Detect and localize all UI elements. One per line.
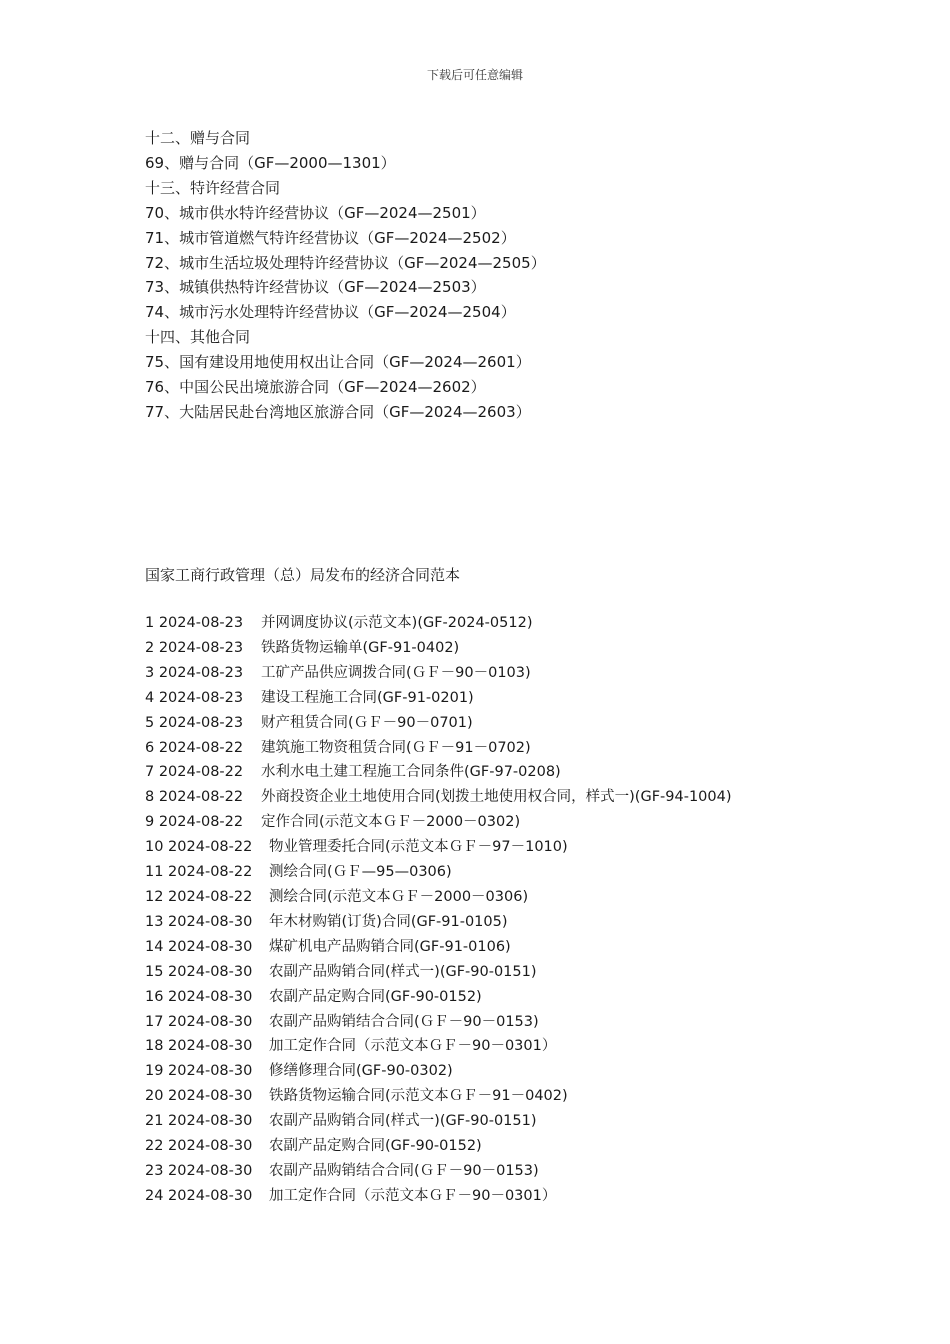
- item-title: 农副产品购销结合合同(ＧＦ－90－0153): [269, 1013, 539, 1030]
- item-index-date: 19 2024-08-30: [145, 1063, 253, 1080]
- list-item: [145, 1184, 732, 1209]
- item-index-date: 4 2024-08-23: [145, 689, 244, 706]
- list-item: [145, 1010, 732, 1035]
- list-item: 77、大陆居民赴台湾地区旅游合同（GF—2024—2603）: [145, 402, 531, 421]
- item-index-date: 5 2024-08-23: [145, 714, 244, 731]
- item-title: 物业管理委托合同(示范文本ＧＦ－97－1010): [269, 839, 568, 856]
- list-item: 72、城市生活垃圾处理特许经营协议（GF—2024—2505）: [145, 253, 546, 272]
- list-item: 71、城市管道燃气特许经营协议（GF—2024—2502）: [145, 228, 516, 247]
- list-item: 69、赠与合同（GF—2000—1301）: [145, 153, 396, 172]
- item-title: 年木材购销(订货)合同(GF-91-0105): [269, 913, 508, 930]
- item-title: 财产租赁合同(ＧＦ－90－0701): [261, 714, 473, 731]
- item-title: 农副产品购销合同(样式一)(GF-90-0151): [269, 963, 537, 980]
- item-index-date: 2 2024-08-23: [145, 639, 244, 656]
- item-title: 农副产品购销合同(样式一)(GF-90-0151): [269, 1113, 537, 1130]
- list-item: [145, 661, 732, 686]
- item-index-date: 10 2024-08-22: [145, 839, 253, 856]
- item-index-date: 7 2024-08-22: [145, 764, 244, 781]
- list-item: [145, 1084, 732, 1109]
- item-index-date: 13 2024-08-30: [145, 913, 253, 930]
- list-item: [145, 1159, 732, 1184]
- item-index-date: 8 2024-08-22: [145, 789, 244, 806]
- list-item: [145, 785, 732, 810]
- list-item: 70、城市供水特许经营协议（GF—2024—2501）: [145, 203, 486, 222]
- list-item: 76、中国公民出境旅游合同（GF—2024—2602）: [145, 378, 486, 397]
- item-index-date: 23 2024-08-30: [145, 1162, 253, 1179]
- item-title: 建设工程施工合同(GF-91-0201): [261, 689, 474, 706]
- item-index-date: 3 2024-08-23: [145, 664, 244, 681]
- item-title: 农副产品购销结合合同(ＧＦ－90－0153): [269, 1162, 539, 1179]
- list-item: [145, 985, 732, 1010]
- contract-list-part1: [145, 126, 546, 425]
- item-title: 水利水电土建工程施工合同条件(GF-97-0208): [261, 764, 561, 781]
- list-item: [145, 935, 732, 960]
- page-header: 下载后可任意编辑: [426, 68, 523, 82]
- item-title: 农副产品定购合同(GF-90-0152): [269, 988, 482, 1005]
- item-index-date: 14 2024-08-30: [145, 938, 253, 955]
- section-title: 国家工商行政管理（总）局发布的经济合同范本: [145, 566, 461, 584]
- item-title: 煤矿机电产品购销合同(GF-91-0106): [269, 938, 511, 955]
- list-item: 74、城市污水处理特许经营协议（GF—2024—2504）: [145, 303, 516, 322]
- list-item: 十四、其他合同: [145, 328, 251, 347]
- item-index-date: 20 2024-08-30: [145, 1088, 253, 1105]
- item-title: 测绘合同(示范文本ＧＦ－2000－0306): [269, 888, 529, 905]
- contract-list-part2: [145, 611, 732, 1209]
- list-item: [145, 1134, 732, 1159]
- list-item: [145, 1034, 732, 1059]
- list-item: [145, 860, 732, 885]
- item-index-date: 18 2024-08-30: [145, 1038, 253, 1055]
- list-item: [145, 760, 732, 785]
- list-item: [145, 960, 732, 985]
- item-title: 建筑施工物资租赁合同(ＧＦ－91－0702): [261, 739, 531, 756]
- list-item: 十二、赠与合同: [145, 129, 251, 147]
- item-index-date: 15 2024-08-30: [145, 963, 253, 980]
- item-title: 工矿产品供应调拨合同(ＧＦ－90－0103): [261, 664, 531, 681]
- item-title: 农副产品定购合同(GF-90-0152): [269, 1138, 482, 1155]
- item-index-date: 17 2024-08-30: [145, 1013, 253, 1030]
- list-item: [145, 835, 732, 860]
- item-index-date: 11 2024-08-22: [145, 864, 253, 881]
- list-item: [145, 885, 732, 910]
- list-item: 十三、特许经营合同: [145, 178, 281, 197]
- item-title: 定作合同(示范文本ＧＦ－2000－0302): [261, 814, 521, 831]
- list-item: [145, 611, 732, 636]
- item-index-date: 22 2024-08-30: [145, 1138, 253, 1155]
- list-item: [145, 1059, 732, 1084]
- item-index-date: 6 2024-08-22: [145, 739, 244, 756]
- list-item: [145, 686, 732, 711]
- item-index-date: 1 2024-08-23: [145, 615, 244, 631]
- list-item: [145, 736, 732, 761]
- item-title: 并网调度协议(示范文本)(GF-2024-0512): [261, 615, 533, 631]
- list-item: [145, 1109, 732, 1134]
- list-item: [145, 810, 732, 835]
- item-title: 加工定作合同（示范文本ＧＦ－90－0301）: [269, 1187, 557, 1204]
- item-title: 铁路货物运输单(GF-91-0402): [261, 639, 460, 656]
- item-index-date: 21 2024-08-30: [145, 1113, 253, 1130]
- item-title: 外商投资企业土地使用合同(划拨土地使用权合同，样式一)(GF-94-1004): [261, 789, 732, 806]
- item-index-date: 24 2024-08-30: [145, 1187, 253, 1204]
- item-title: 修缮修理合同(GF-90-0302): [269, 1063, 453, 1080]
- item-title: 加工定作合同（示范文本ＧＦ－90－0301）: [269, 1038, 557, 1055]
- list-item: [145, 711, 732, 736]
- item-title: 测绘合同(ＧＦ—95—0306): [269, 864, 452, 881]
- list-item: 75、国有建设用地使用权出让合同（GF—2024—2601）: [145, 353, 531, 372]
- item-index-date: 16 2024-08-30: [145, 988, 253, 1005]
- list-item: [145, 910, 732, 935]
- item-index-date: 9 2024-08-22: [145, 814, 244, 831]
- item-index-date: 12 2024-08-22: [145, 888, 253, 905]
- list-item: 73、城镇供热特许经营协议（GF—2024—2503）: [145, 278, 486, 297]
- list-item: [145, 636, 732, 661]
- item-title: 铁路货物运输合同(示范文本ＧＦ－91－0402): [269, 1088, 568, 1105]
